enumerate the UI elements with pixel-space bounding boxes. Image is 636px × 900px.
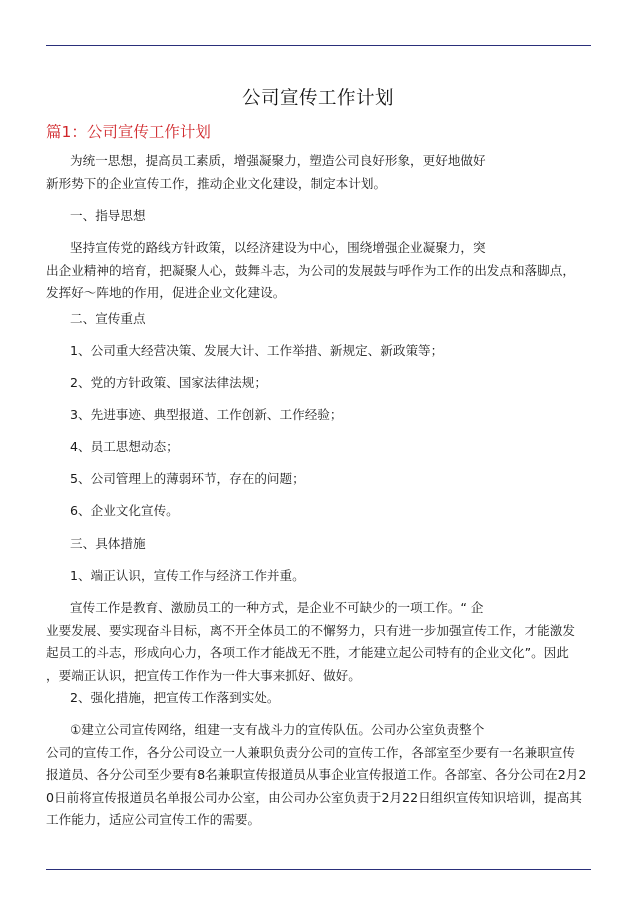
text-line: ①建立公司宣传网络，组建一支有战斗力的宣传队伍。公司办公室负责整个 — [70, 722, 485, 737]
heading-publicity-focus — [46, 308, 620, 331]
text-line: 一、指导思想 — [70, 208, 146, 223]
document-title: 公司宣传工作计划 — [241, 88, 394, 109]
text-line: 三、具体措施 — [70, 536, 146, 551]
footer-rule — [46, 869, 591, 870]
text-line: 宣传工作是教育、激励员工的一种方式，是企业不可缺少的一项工作。“ 企 — [70, 600, 484, 615]
text-line: 发挥好～阵地的作用，促进企业文化建设。 — [46, 285, 286, 300]
text-line: 2、党的方针政策、国家法律法规； — [70, 375, 267, 390]
list-item — [46, 500, 620, 523]
measure-heading — [46, 565, 620, 588]
text-line: 公司的宣传工作，各分公司设立一人兼职负责分公司的宣传工作，各部室至少要有一名兼职宣传 — [46, 744, 575, 760]
heading-guiding-ideology — [46, 205, 620, 228]
text-line: 业要发展、要实现奋斗目标，离不开全体员工的不懈努力，只有进一步加强宣传工作，才能激发 — [46, 622, 575, 638]
list-item — [46, 404, 620, 427]
text-line: 1、公司重大经营决策、发展大计、工作举措、新规定、新政策等； — [70, 343, 444, 358]
list-item — [46, 372, 620, 395]
text-line: ，要端正认识，把宣传工作作为一件大事来抓好、做好。 — [46, 667, 361, 683]
text-line: 5、公司管理上的薄弱环节，存在的问题； — [70, 471, 305, 486]
text-line: 工作能力，适应公司宣传工作的需要。 — [46, 812, 261, 827]
text-line: 为统一思想，提高员工素质，增强凝聚力，塑造公司良好形象，更好地做好 — [70, 153, 486, 168]
text-line: 0日前将宣传报道员名单报公司办公室，由公司办公室负责于2月22日组织宣传知识培训，提高其 — [46, 789, 582, 805]
text-line: 二、宣传重点 — [70, 311, 146, 326]
text-line: 出企业精神的培育，把凝聚人心，鼓舞斗志，为公司的发展鼓与呼作为工作的出发点和落脚点， — [46, 262, 575, 278]
list-item — [46, 340, 620, 363]
text-line: 起员工的斗志，形成向心力，各项工作才能战无不胜，才能建立起公司特有的企业文化”。因此 — [46, 645, 569, 660]
text-line: 坚持宣传党的路线方针政策，以经济建设为中心，围绕增强企业凝聚力，突 — [70, 240, 486, 255]
text-line: 报道员、各分公司至少要有8名兼职宣传报道员从事企业宣传报道工作。各部室、各分公司在2月2 — [46, 767, 587, 782]
header-rule — [46, 45, 591, 46]
list-item — [46, 436, 620, 459]
text-line: 4、员工思想动态； — [70, 439, 179, 454]
measure-paragraph — [46, 597, 620, 687]
text-line: 1、端正认识，宣传工作与经济工作并重。 — [70, 568, 305, 583]
guiding-ideology-paragraph — [46, 237, 620, 305]
text-line: 新形势下的企业宣传工作，推动企业文化建设，制定本计划。 — [46, 175, 387, 191]
text-line: 2、强化措施，把宣传工作落到实处。 — [70, 690, 280, 705]
intro-paragraph — [46, 150, 620, 195]
measure-heading — [46, 687, 620, 710]
measure-paragraph — [46, 719, 620, 832]
section-heading: 篇1：公司宣传工作计划 — [46, 123, 211, 141]
list-item — [46, 468, 620, 491]
text-line: 3、先进事迹、典型报道、工作创新、工作经验； — [70, 407, 343, 422]
heading-specific-measures — [46, 533, 620, 556]
text-line: 6、企业文化宣传。 — [70, 503, 179, 518]
